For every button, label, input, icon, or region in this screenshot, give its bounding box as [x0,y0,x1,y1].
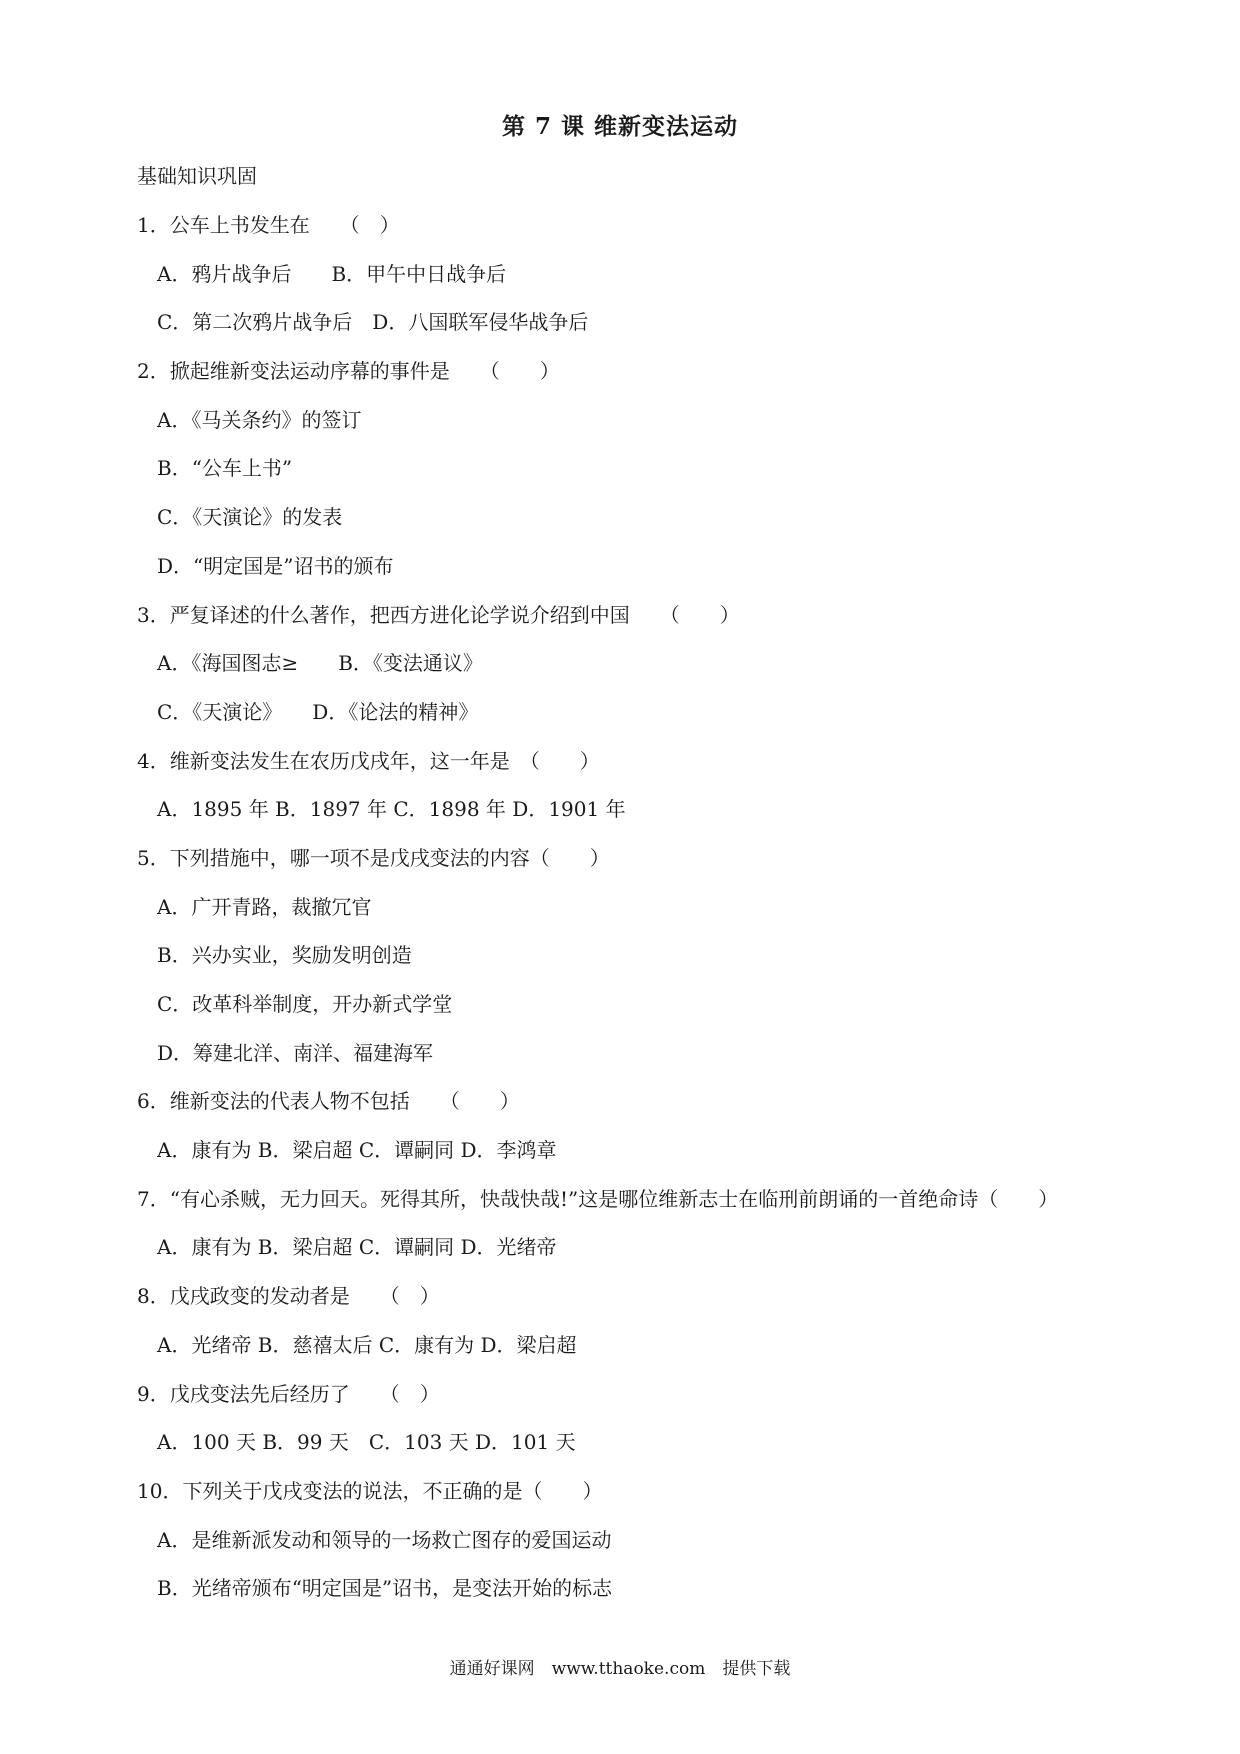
question-option: A．《马关条约》的签订 [157,407,362,432]
question-option: B．“公车上书” [157,456,293,481]
question-stem: 2．掀起维新变法运动序幕的事件是 （ ） [137,359,560,384]
question-stem: 4．维新变法发生在农历戊戌年，这一年是 （ ） [137,748,600,773]
question-option: B．光绪帝颁布“明定国是”诏书，是变法开始的标志 [157,1576,613,1601]
question-option: C．第二次鸦片战争后 D．八国联军侵华战争后 [157,310,589,335]
question-option: C．《天演论》 D．《论法的精神》 [157,699,479,724]
question-option: C．《天演论》的发表 [157,505,343,530]
question-option: A．康有为 B．梁启超 C．谭嗣同 D．光绪帝 [157,1235,557,1260]
question-option: A．光绪帝 B．慈禧太后 C．康有为 D．梁启超 [157,1332,577,1357]
question-stem: 3．严复译述的什么著作，把西方进化论学说介绍到中国 （ ） [137,602,740,627]
page-footer: 通通好课网 www.tthaoke.com 提供下载 [449,1659,791,1679]
question-stem: 7．“有心杀贼，无力回天。死得其所，快哉快哉!”这是哪位维新志士在临刑前朗诵的一首绝命诗（ ） [137,1186,1059,1211]
question-stem: 1．公车上书发生在 （ ） [137,213,400,237]
question-option: D．“明定国是”诏书的颁布 [157,553,394,578]
question-option: A．鸦片战争后 B．甲午中日战争后 [157,261,507,286]
question-option: D．筹建北洋、南洋、福建海军 [157,1040,434,1065]
question-option: B．兴办实业，奖励发明创造 [157,943,412,968]
question-option: A．是维新派发动和领导的一场救亡图存的爱国运动 [157,1527,612,1552]
question-option: A．广开青路，裁撤冗官 [157,894,372,919]
section-heading: 基础知识巩固 [137,164,257,188]
question-stem: 6．维新变法的代表人物不包括 （ ） [137,1089,520,1114]
question-stem: 9．戊戌变法先后经历了 （ ） [137,1381,440,1406]
question-option: A．《海国图志≥ B．《变法通议》 [157,651,483,676]
page-title: 第 7 课 维新变法运动 [501,113,739,140]
question-stem: 8．戊戌政变的发动者是 （ ） [137,1284,440,1309]
question-option: C．改革科举制度，开办新式学堂 [157,992,453,1016]
question-stem: 10．下列关于戊戌变法的说法，不正确的是（ ） [137,1478,603,1503]
question-list [137,201,1137,1613]
question-option: A．康有为 B．梁启超 C．谭嗣同 D．李鸿章 [157,1138,557,1163]
question-option: A．1895 年 B．1897 年 C．1898 年 D．1901 年 [157,797,626,822]
question-option: A．100 天 B．99 天 C．103 天 D．101 天 [157,1430,576,1455]
question-stem: 5．下列措施中，哪一项不是戊戌变法的内容（ ） [137,845,610,870]
